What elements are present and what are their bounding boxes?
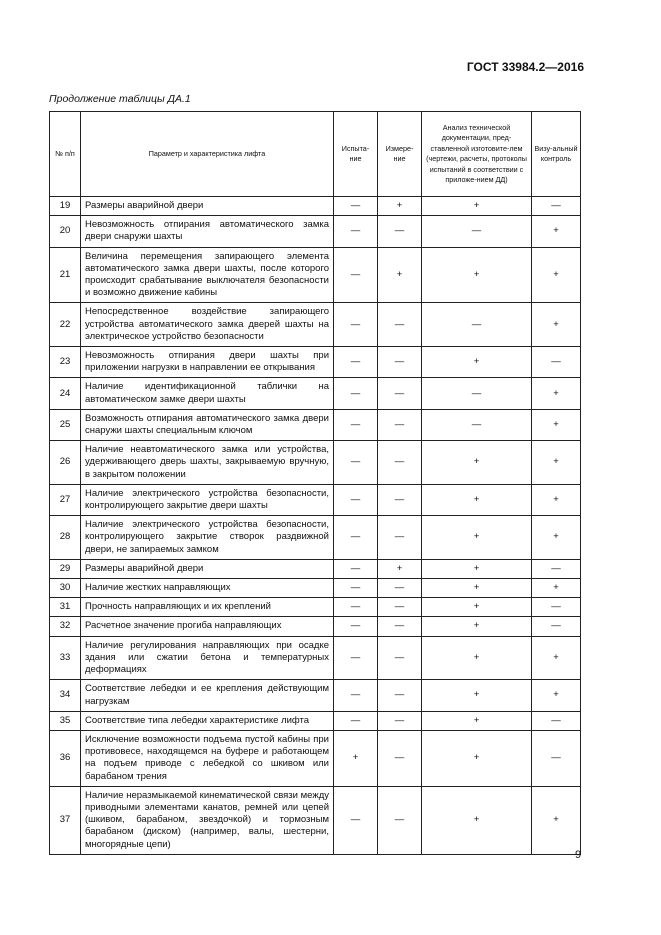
table-header-row [50,112,581,197]
visual-cell: + [532,516,581,560]
parameter-cell: Исключение возможности подъема пустой кабины при противовесе, находящемся на буфере и работающем на подъем приводе с лебедкой со шкивом или барабаном трения [81,730,334,786]
table-row [50,579,581,598]
analysis-cell: + [422,559,532,578]
test-cell: — [334,303,378,347]
parameter-cell: Соответствие лебедки и ее крепления действующим нагрузкам [81,680,334,711]
table-row [50,409,581,440]
row-number: 36 [50,730,81,786]
visual-cell: + [532,579,581,598]
test-cell: — [334,617,378,636]
visual-cell: + [532,786,581,854]
table-caption: Продолжение таблицы ДА.1 [49,93,191,105]
table-body [50,197,581,855]
page-number: 9 [575,849,582,861]
row-number: 19 [50,197,81,216]
measure-cell: + [378,559,422,578]
measure-cell: — [378,680,422,711]
header-param: Параметр и характеристика лифта [81,112,334,197]
parameter-cell: Размеры аварийной двери [81,559,334,578]
measure-cell: — [378,216,422,247]
row-number: 26 [50,441,81,485]
analysis-cell: + [422,786,532,854]
test-cell: — [334,559,378,578]
table-row [50,617,581,636]
analysis-cell: + [422,636,532,680]
row-number: 35 [50,711,81,730]
visual-cell: — [532,598,581,617]
row-number: 29 [50,559,81,578]
test-cell: — [334,197,378,216]
measure-cell: — [378,579,422,598]
visual-cell: + [532,409,581,440]
measure-cell: + [378,197,422,216]
test-cell: — [334,636,378,680]
visual-cell: — [532,347,581,378]
row-number: 28 [50,516,81,560]
row-number: 27 [50,484,81,515]
row-number: 23 [50,347,81,378]
visual-cell: + [532,680,581,711]
parameter-cell: Величина перемещения запирающего элемента автоматического замка двери шахты, после которого происходит срабатывание выключателя безопасности и возможно движение кабины [81,247,334,303]
visual-cell: + [532,216,581,247]
table-row [50,598,581,617]
row-number: 37 [50,786,81,854]
visual-cell: — [532,711,581,730]
analysis-cell: + [422,730,532,786]
test-cell: — [334,786,378,854]
visual-cell: — [532,559,581,578]
test-cell: — [334,378,378,409]
row-number: 22 [50,303,81,347]
measure-cell: — [378,409,422,440]
parameter-cell: Соответствие типа лебедки характеристике лифта [81,711,334,730]
parameter-cell: Прочность направляющих и их креплений [81,598,334,617]
table-row [50,730,581,786]
measure-cell: — [378,303,422,347]
header-measure: Измере-ние [378,112,422,197]
analysis-cell: — [422,409,532,440]
header-test: Испыта-ние [334,112,378,197]
analysis-cell: + [422,579,532,598]
analysis-cell: — [422,303,532,347]
analysis-cell: + [422,598,532,617]
test-cell: — [334,680,378,711]
requirements-table [49,111,581,855]
table-row [50,680,581,711]
analysis-cell: — [422,216,532,247]
parameter-cell: Наличие жестких направляющих [81,579,334,598]
header-num: № п/п [50,112,81,197]
analysis-cell: + [422,617,532,636]
test-cell: — [334,441,378,485]
table-row [50,247,581,303]
parameter-cell: Размеры аварийной двери [81,197,334,216]
measure-cell: — [378,484,422,515]
table-row [50,516,581,560]
table-row [50,786,581,854]
row-number: 24 [50,378,81,409]
table-row [50,636,581,680]
parameter-cell: Наличие неразмыкаемой кинематической связи между приводными элементами канатов, ремней или цепей (шкивом, барабаном, звездочкой) и тормозным барабаном (диском) (например, валы, шестерни, многорядные цепи) [81,786,334,854]
table-row [50,197,581,216]
visual-cell: — [532,617,581,636]
analysis-cell: + [422,197,532,216]
table-row [50,216,581,247]
visual-cell: — [532,730,581,786]
analysis-cell: + [422,680,532,711]
analysis-cell: + [422,247,532,303]
measure-cell: — [378,730,422,786]
analysis-cell: + [422,711,532,730]
row-number: 25 [50,409,81,440]
analysis-cell: + [422,347,532,378]
visual-cell: + [532,378,581,409]
analysis-cell: + [422,484,532,515]
row-number: 20 [50,216,81,247]
visual-cell: — [532,197,581,216]
row-number: 33 [50,636,81,680]
visual-cell: + [532,484,581,515]
measure-cell: — [378,347,422,378]
row-number: 32 [50,617,81,636]
row-number: 34 [50,680,81,711]
measure-cell: — [378,636,422,680]
test-cell: — [334,247,378,303]
test-cell: — [334,579,378,598]
test-cell: — [334,484,378,515]
measure-cell: — [378,786,422,854]
measure-cell: — [378,598,422,617]
analysis-cell: + [422,516,532,560]
table-row [50,484,581,515]
parameter-cell: Наличие регулирования направляющих при осадке здания или сжатии бетона и температурных деформациях [81,636,334,680]
test-cell: — [334,409,378,440]
visual-cell: + [532,303,581,347]
table-row [50,347,581,378]
parameter-cell: Расчетное значение прогиба направляющих [81,617,334,636]
table-row [50,559,581,578]
parameter-cell: Наличие электрического устройства безопасности, контролирующего закрытие створок раздвижной двери, не запираемых замком [81,516,334,560]
parameter-cell: Наличие неавтоматического замка или устройства, удерживающего дверь шахты, закрываемую вручную, в закрытом положении [81,441,334,485]
analysis-cell: + [422,441,532,485]
measure-cell: — [378,516,422,560]
test-cell: — [334,347,378,378]
test-cell: — [334,516,378,560]
standard-designation: ГОСТ 33984.2—2016 [466,60,584,74]
test-cell: + [334,730,378,786]
row-number: 21 [50,247,81,303]
parameter-cell: Наличие электрического устройства безопасности, контролирующего закрытие двери шахты [81,484,334,515]
row-number: 30 [50,579,81,598]
visual-cell: + [532,441,581,485]
row-number: 31 [50,598,81,617]
test-cell: — [334,216,378,247]
table-row [50,378,581,409]
measure-cell: — [378,378,422,409]
header-visual: Визу-альный контроль [532,112,581,197]
table-row [50,303,581,347]
visual-cell: + [532,247,581,303]
parameter-cell: Возможность отпирания автоматического замка двери снаружи шахты специальным ключом [81,409,334,440]
parameter-cell: Невозможность отпирания автоматического замка двери снаружи шахты [81,216,334,247]
test-cell: — [334,711,378,730]
measure-cell: + [378,247,422,303]
test-cell: — [334,598,378,617]
table-row [50,711,581,730]
visual-cell: + [532,636,581,680]
measure-cell: — [378,441,422,485]
parameter-cell: Наличие идентификационной таблички на автоматическом замке двери шахты [81,378,334,409]
measure-cell: — [378,617,422,636]
parameter-cell: Непосредственное воздействие запирающего устройства автоматического замка дверей шахты на электрическое устройство безопасности [81,303,334,347]
header-analysis: Анализ технической документации, пред-ставленной изготовите-лем (чертежи, расчеты, протоколы испытаний в соответствии с приложе-нием ДД) [422,112,532,197]
table-row [50,441,581,485]
parameter-cell: Невозможность отпирания двери шахты при приложении нагрузки в направлении ее открывания [81,347,334,378]
analysis-cell: — [422,378,532,409]
measure-cell: — [378,711,422,730]
